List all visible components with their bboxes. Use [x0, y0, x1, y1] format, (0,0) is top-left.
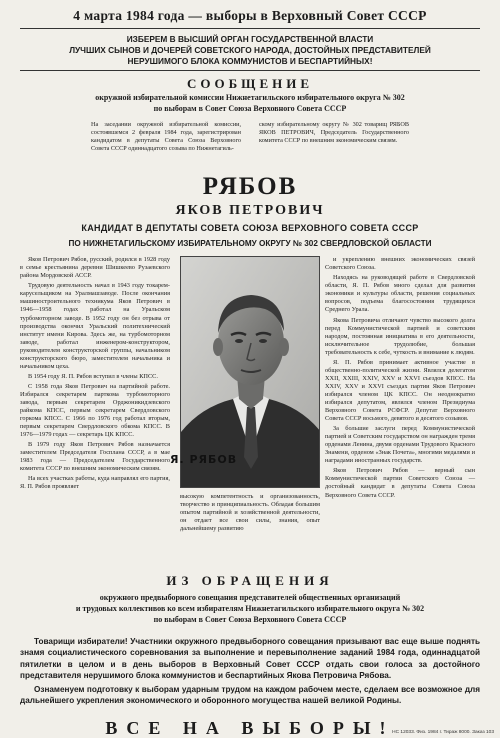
subtitle-line: по выборам в Совет Союза Верховного Совета СССР [153, 104, 347, 114]
appeal-paragraph: Товарищи избиратели! Участники окружного предвыборного совещания призывают вас еще выше поднять знамя социалистического соревнования за выполнение и перевыполнение заданий 1984 года, одиннадцатой пятилетки в целом и в день выборов в Верховный Совет СССР отдать свои голоса за достойного представителя нерушимого блока коммунистов и беспартийных Якова Петровича Рябова. [20, 636, 480, 681]
bio-paragraph: На всех участках работы, куда направлял его партия, Я. П. Рябов проявляет [20, 475, 170, 491]
appeal-section-title: ИЗ ОБРАЩЕНИЯ [166, 573, 334, 589]
message-col-2: скому избирательному округу № 302 товарищ РЯБОВ ЯКОВ ПЕТРОВИЧ, Председатель Государственного комитета СССР по внешним экономическим связям. [259, 120, 409, 145]
subtitle-line: окружной избирательной комиссии Нижнетагильского избирательного округа № 302 [95, 93, 405, 103]
bio-paragraph: Я. П. Рябов принимает активное участие в общественно-политической жизни. Являлся делегатом XXII, XXIII, XXIV, XXV и XXVI съездов КПСС. На XXIV, XXV и XXVI съездах партии Яков Петрович избирался членом ЦК КПСС. Он неоднократно избирался депутатом, являлся членом Президиума Верховного Совета РСФСР. Депутат Верховного Совета СССР восьмого, девятого и десятого созывов. [325, 358, 475, 423]
message-col-1: На заседании окружной избирательной комиссии, состоявшемся 2 февраля 1984 года, зарегистрирован кандидатом в депутаты Совета Союза Верховного Совета СССР одиннадцатого созыва по Нижнетагиль- [91, 120, 241, 153]
appeal-header [20, 34, 480, 66]
slogan: ВСЕ НА ВЫБОРЫ! [105, 718, 395, 738]
appeal-line: ИЗБЕРЕМ В ВЫСШИЙ ОРГАН ГОСУДАРСТВЕННОЙ ВЛАСТИ [126, 34, 374, 44]
appeal-section-body [20, 636, 480, 707]
date-line: 4 марта 1984 года — выборы в Верховный Совет СССР [73, 8, 427, 23]
bio-paragraph: и укреплению внешних экономических связей Советского Союза. [325, 256, 475, 272]
print-imprint: НС 12033. Физ. 1984 г. Тираж 8000. Заказ 103 [392, 730, 494, 735]
candidate-position: КАНДИДАТ В ДЕПУТАТЫ СОВЕТА СОЮЗА ВЕРХОВНОГО СОВЕТА СССР [81, 223, 419, 234]
message-title: СООБЩЕНИЕ [186, 76, 314, 92]
bio-paragraph: Находясь на руководящей работе в Свердловской области, Я. П. Рябов много сделал для развития экономики и культуры области, решения социальных вопросов, подъема благосостояния трудящихся Среднего Урала. [325, 274, 475, 314]
appeal-section-subtitle [20, 593, 480, 625]
bio-paragraph: В 1954 году Я. П. Рябов вступил в члены КПСС. [28, 372, 158, 380]
appeal-paragraph: Ознаменуем подготовку к выборам ударным трудом на каждом рабочем месте, сделаем все возможное для дальнейшего укрепления экономического и оборонного могущества нашей великой Родины. [20, 684, 480, 705]
appeal-line: ЛУЧШИХ СЫНОВ И ДОЧЕРЕЙ СОВЕТСКОГО НАРОДА, ДОСТОЙНЫХ ПРЕДСТАВИТЕЛЕЙ [69, 44, 431, 55]
candidate-signature: Я. РЯБОВ [170, 453, 238, 467]
appeal-line: НЕРУШИМОГО БЛОКА КОММУНИСТОВ И БЕСПАРТИЙНЫХ! [127, 55, 373, 66]
divider [20, 28, 480, 29]
bio-paragraph: С 1958 года Яков Петрович на партийной работе. Избирался секретарем парткома турбомоторного завода, первым секретарем Орджоникидзевского райкома КПСС, первым секретарем Свердловского горкома КПСС. С 1966 по 1976 год работал вторым, первым секретарем Свердловского обкома КПСС. В 1976—1979 годах — секретарь ЦК КПСС. [20, 382, 170, 439]
bio-paragraph: Якова Петровича отличают чувство высокого долга перед Коммунистической партией и советским народом, постоянная инициатива в его деятельности, исключительное трудолюбие, большая требовательность к себе, чуткость и внимание к людям. [325, 316, 475, 356]
candidate-given-name: ЯКОВ ПЕТРОВИЧ [175, 203, 325, 219]
candidate-district: ПО НИЖНЕТАГИЛЬСКОМУ ИЗБИРАТЕЛЬНОМУ ОКРУГУ № 302 СВЕРДЛОВСКОЙ ОБЛАСТИ [68, 239, 432, 249]
biography [20, 256, 480, 561]
bio-paragraph: Яков Петрович Рябов — верный сын Коммунистической партии Советского Союза — достойный кандидат в депутаты Совета Союза Верховного Совета СССР. [325, 467, 475, 499]
bio-paragraph: Яков Петрович Рябов, русский, родился в 1928 году в семье крестьянина деревни Шишкеево Рузаевского района Мордовской АССР. [20, 256, 170, 280]
bio-right-column [325, 256, 475, 501]
candidate-surname: РЯБОВ [202, 173, 298, 201]
message-subtitle [20, 93, 480, 115]
bio-paragraph: Трудовую деятельность начал в 1943 году токарем-карусельщиком на Уралмашзаводе. После окончания машиностроительного техникума Яков Петрович в 1946—1958 годах работал на Уральском турбомоторном заводе. В 1952 году он без отрыва от производства окончил Уральский политехнический институт имени Кирова. Здесь же, на турбомоторном заводе, работал инженером-конструктором, руководителем конструкторской группы, начальником конструкторского бюро, заместителем начальника и начальником цеха. [20, 282, 170, 370]
subtitle-line: по выборам в Совет Союза Верховного Совета СССР [153, 614, 347, 624]
bio-middle-text: высокую компетентность и организованность, творчество и принципиальность. Обладая большим опытом партийной и хозяйственной деятельности, он отдает все свои силы, знания, опыт дальнейшему развитию [180, 493, 320, 533]
subtitle-line: и трудовых коллективов ко всем избирателям Нижнетагильского избирательного округа № 302 [75, 603, 425, 613]
divider [20, 70, 480, 71]
message-body [20, 121, 480, 153]
bio-paragraph: В 1979 году Яков Петрович Рябов назначается заместителем Председателя Госплана СССР, а в мае 1983 года — Председателем Государственного комитета СССР по внешним экономическим связям. [20, 441, 170, 473]
bio-paragraph: За большие заслуги перед Коммунистической партией и Советским государством он награжден тремя орденами Ленина, двумя орденами Трудового Красного Знамени, орденом «Знак Почета», многими медалями и наградами иностранных государств. [325, 425, 475, 465]
subtitle-line: окружного предвыборного совещания представителей общественных организаций [99, 593, 401, 603]
bio-left-column [20, 256, 170, 493]
